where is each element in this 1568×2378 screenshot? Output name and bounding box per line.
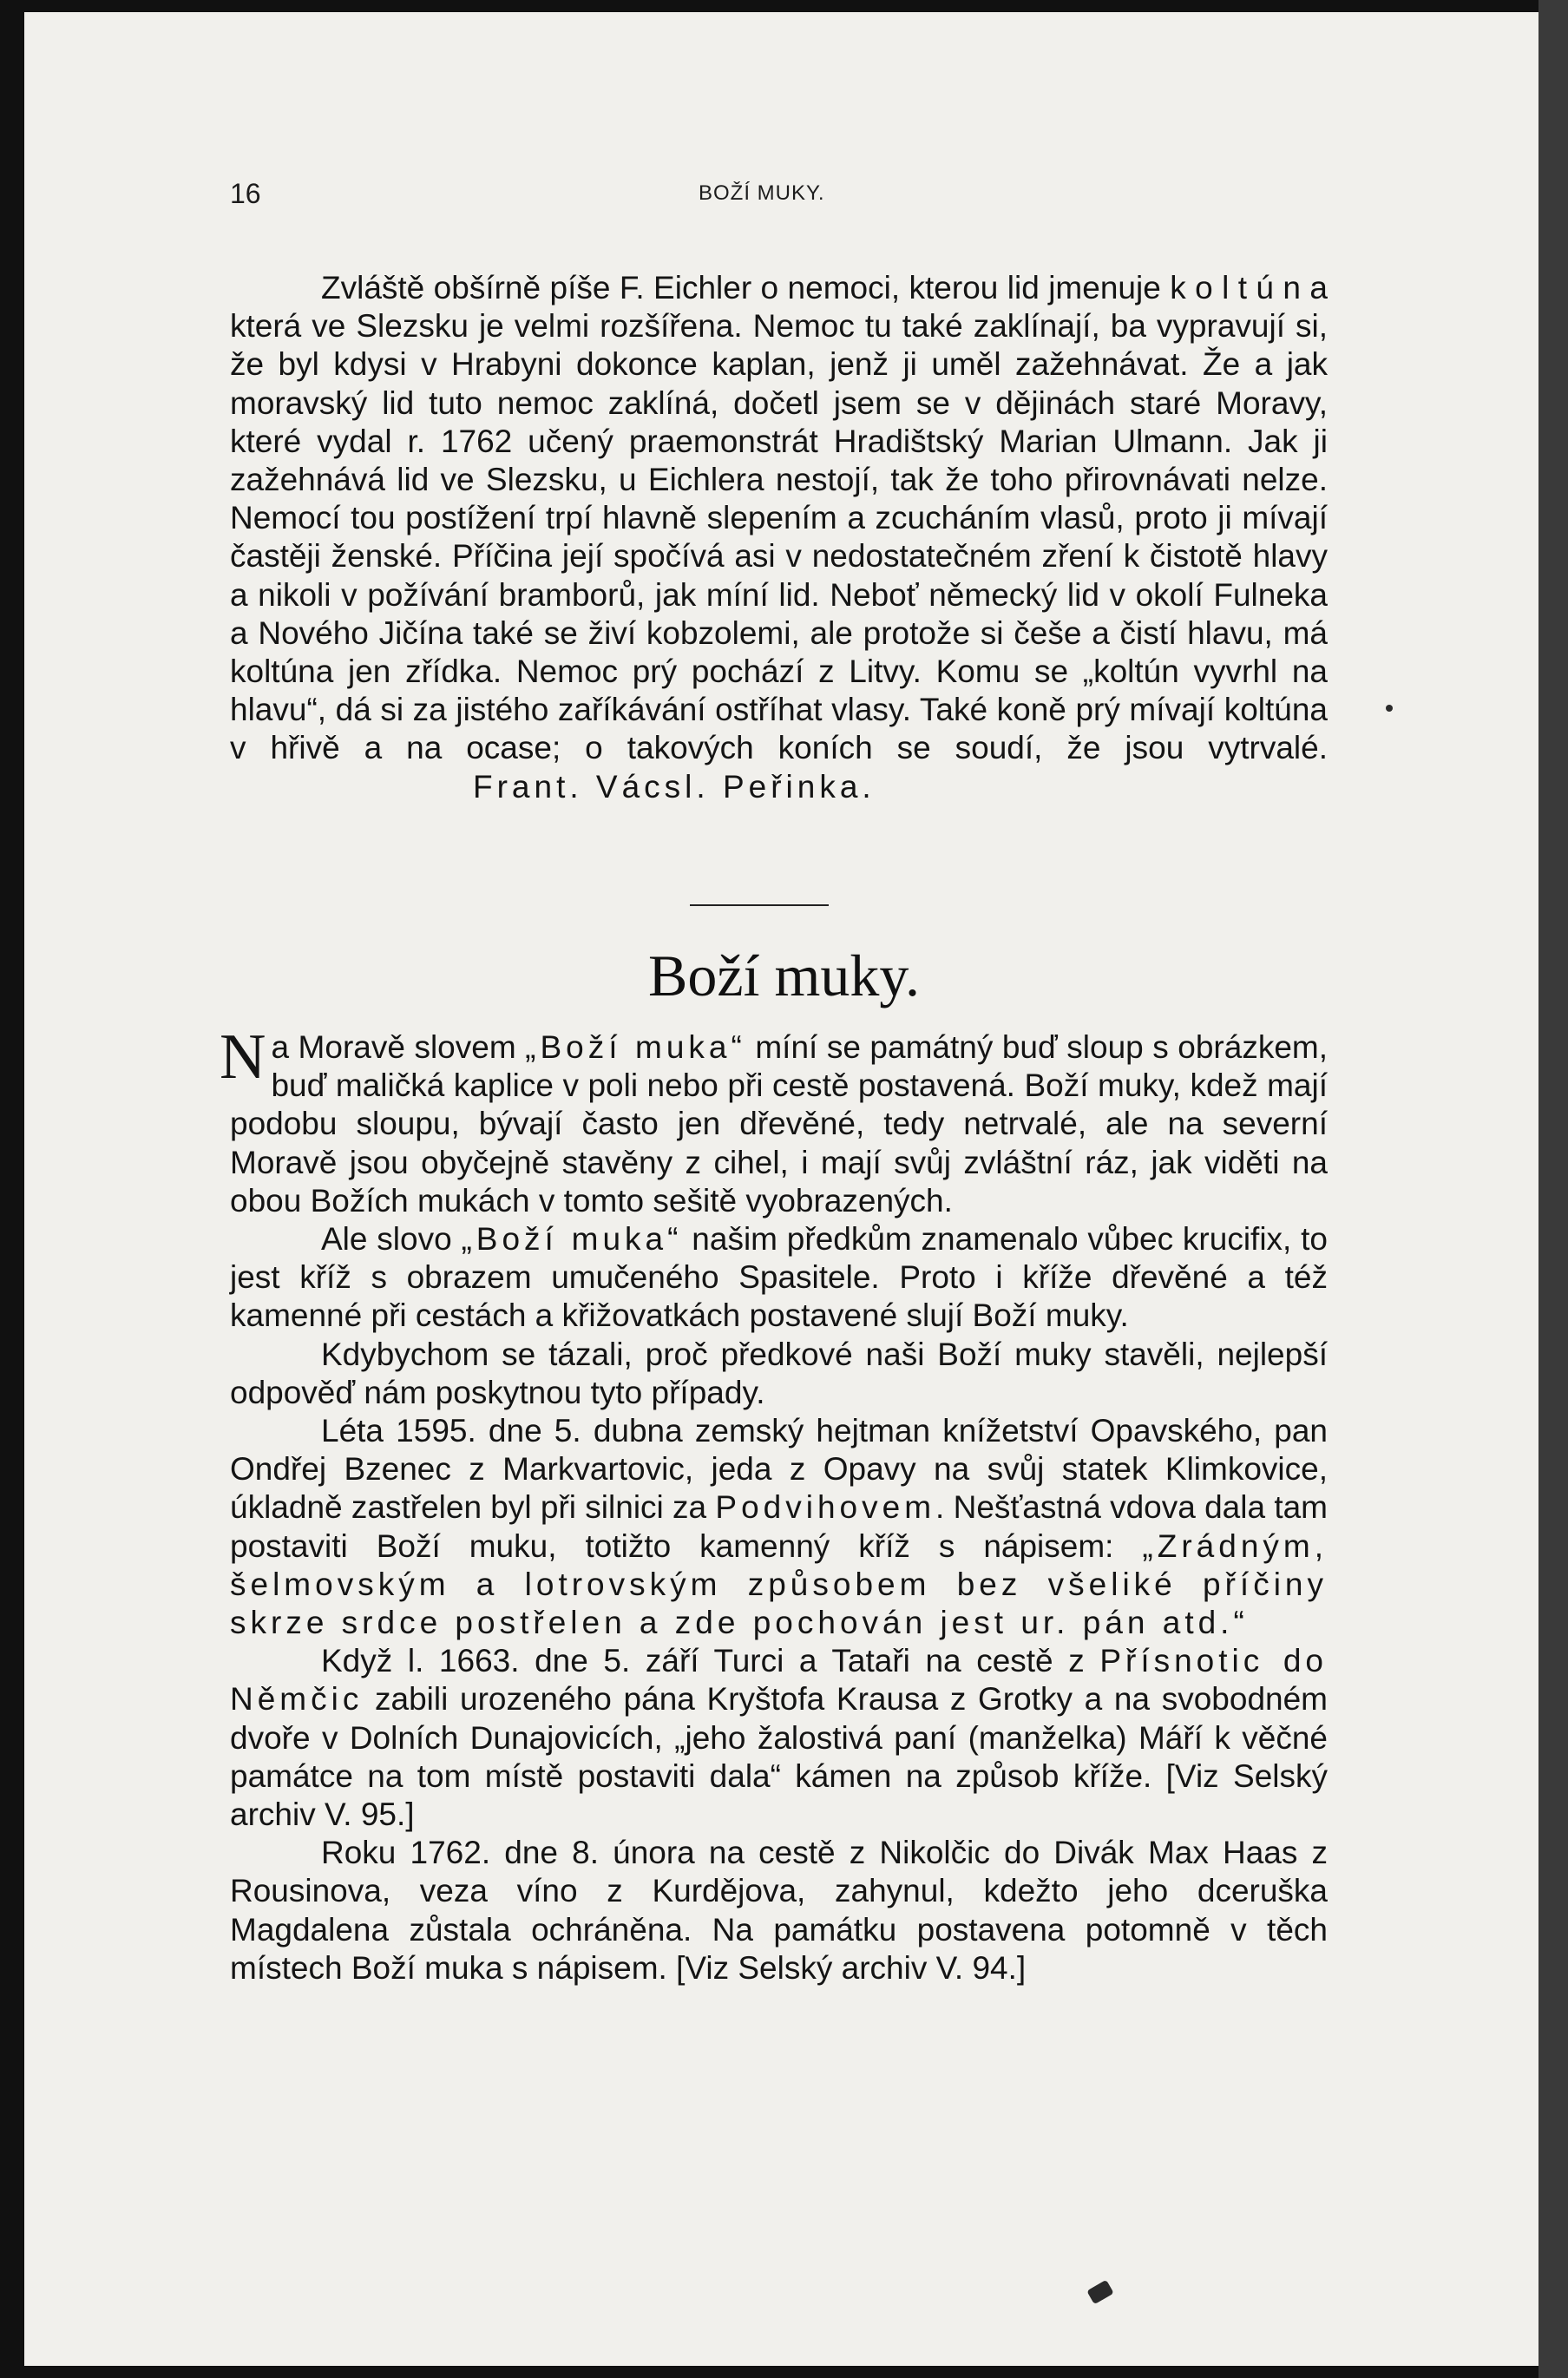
section-divider [690, 904, 829, 906]
page-number: 16 [230, 178, 261, 209]
scan-edge [1538, 0, 1568, 2378]
article-title: Boží muky. [648, 943, 920, 1008]
page-header [230, 178, 1349, 213]
paragraph-4: Léta 1595. dne 5. dubna zemský hejtman knížetství Opavského, pan Ondřej Bzenec z Markvartovic, jeda z Opavy na svůj statek Klimkovice, úkladně zastřelen byl při silnici za Podvihovem. Nešťastná vdova dala tam postaviti Boží muku, totižto kamenný kříž s nápisem: „Zrádným, šelmovským a lotrovským způsobem bez všeliké příčiny skrze srdce postřelen a zde pochován jest ur. pán atd.“ [230, 1413, 1329, 1641]
paragraph-1: Na Moravě slovem „Boží muka“ míní se památný buď sloup s obrázkem, buď maličká kaplice v poli nebo při cestě postavená. Boží muky, kdež mají podobu sloupu, bývají často jen dřevěné, tedy netrvalé, ale na severní Moravě jsou obyčejně stavěny z cihel, i mají svůj zvláštní ráz, jak viděti na obou Božích mukách v tomto sešitě vyobrazených. [220, 1021, 1328, 1219]
paragraph-2: Ale slovo „Boží muka“ našim předkům znamenalo vůbec krucifix, to jest kříž s obrazem umučeného Spasitele. Proto i kříže dřevěné a též kamenné při cestách a křižovatkách postavené slují Boží muky. [230, 1221, 1329, 1334]
paragraph-5: Když l. 1663. dne 5. září Turci a Tataři na cestě z Přísnotic do Němčic zabili urozeného pána Kryštofa Krausa z Grotky a na svobodném dvoře v Dolních Dunajovicích, „jeho žalostivá paní (manželka) Máří k věčné památce na tom místě postaviti dala“ kámen na způsob kříže. [Viz Selský archiv V. 95.] [230, 1643, 1328, 1833]
author-signature: Frant. Vácsl. Peřinka. [473, 768, 876, 805]
paragraph-3: Kdybychom se tázali, proč předkové naši Boží muky stavěli, nejlepší odpověď nám poskytnou tyto případy. [230, 1336, 1328, 1410]
article-koltun-paragraph: Zvláště obšírně píše F. Eichler o nemoci, kterou lid jmenuje k o l t ú n a která ve Slezsku je velmi rozšířena. Nemoc tu také zaklínají, ba vypravují si, že byl kdysi v Hrabyni dokonce kaplan, jenž ji uměl zažehnávat. Že a jak moravský lid tuto nemoc zaklíná, dočetl jsem se v dějinách staré Moravy, které vydal r. 1762 učený praemonstrát Hradištský Marian Ulmann. Jak ji zažehnává lid ve Slezsku, u Eichlera nestojí, tak že toho přirovnávati nelze. Nemocí tou postížení trpí hlavně slepením a zcucháním vlasů, proto ji mívají častěji ženské. Příčina její spočívá asi v nedostatečném zření k čistotě hlavy a nikoli v požívání bramborů, jak míní lid. Neboť německý lid v okolí Fulneka a Nového Jičína také se živí kobzolemi, ale protože si češe a čistí hlavu, má koltúna jen zřídka. Nemoc prý pochází z Litvy. Komu se „koltún vyvrhl na hlavu“, dá si za jistého zaříkávání ostříhat vlasy. Také koně prý mívají koltúna v hřivě a na ocase; o takových koních se soudí, že jsou vytrvalé. Frant. Vácsl. Peřinka. [230, 270, 1328, 805]
article-bozi-muky [220, 1021, 1329, 1987]
paragraph-6: Roku 1762. dne 8. února na cestě z Nikolčic do Divák Max Haas z Rousinova, veza víno z Kurdějova, zahynul, kdežto jeho dceruška Magdalena zůstala ochráněna. Na památku postavena potomně v těch místech Boží muka s nápisem. [Viz Selský archiv V. 94.] [230, 1835, 1328, 1986]
running-head: BOŽÍ MUKY. [699, 181, 825, 205]
article-koltun [230, 269, 1328, 806]
drop-cap: N [220, 1021, 266, 1093]
ink-speck [1386, 705, 1393, 712]
